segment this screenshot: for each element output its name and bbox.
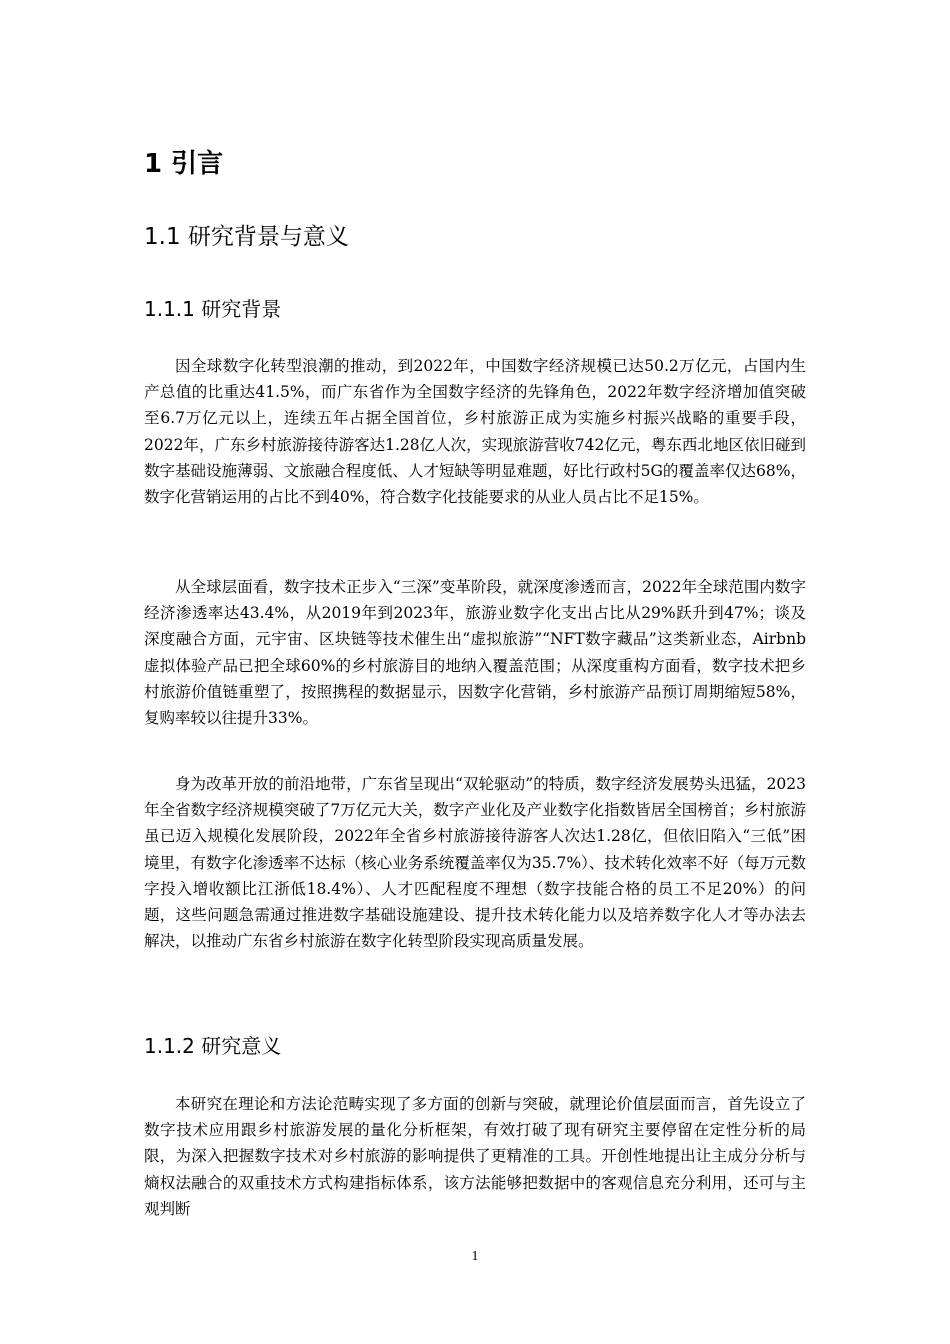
chapter-heading: 1 引言 — [144, 149, 224, 179]
page-number: 1 — [471, 1249, 479, 1264]
background-paragraph-1: 因全球数字化转型浪潮的推动，到2022年，中国数字经济规模已达50.2万亿元，占国内生产总值的比重达41.5%，而广东省作为全国数字经济的先锋角色，2022年数字经济增加值突破至6.7万亿元以上，连续五年占据全国首位，乡村旅游正成为实施乡村振兴战略的重要手段，2022年，广东乡村旅游接待游客达1.28亿人次，实现旅游营收742亿元，粤东西北地区依旧碰到数字基础设施薄弱、文旅融合程度低、人才短缺等明显难题，好比行政村5G的覆盖率仅达68%，数字化营销运用的占比不到40%，符合数字化技能要求的从业人员占比不足15%。 — [144, 357, 806, 507]
background-paragraph-3: 身为改革开放的前沿地带，广东省呈现出“双轮驱动”的特质，数字经济发展势头迅猛，2023年全省数字经济规模突破了7万亿元大关，数字产业化及产业数字化指数皆居全国榜首；乡村旅游虽已迈入规模化发展阶段，2022年全省乡村旅游接待游客人次达1.28亿，但依旧陷入“三低”困境里，有数字化渗透率不达标（核心业务系统覆盖率仅为35.7%）、技术转化效率不好（每万元数字投入增收额比江浙低18.4%）、人才匹配程度不理想（数字技能合格的员工不足20%）的问题，这些问题急需通过推进数字基础设施建设、提升技术转化能力以及培养数字化人才等办法去解决，以推动广东省乡村旅游在数字化转型阶段实现高质量发展。 — [144, 775, 806, 951]
significance-paragraph-1: 本研究在理论和方法论范畴实现了多方面的创新与突破，就理论价值层面而言，首先设立了数字技术应用跟乡村旅游发展的量化分析框架，有效打破了现有研究主要停留在定性分析的局限，为深入把握数字技术对乡村旅游的影响提供了更精准的工具。开创性地提出让主成分分析与熵权法融合的双重技术方式构建指标体系，该方法能够把数据中的客观信息充分利用，还可与主观判断 — [144, 1095, 806, 1218]
section-heading: 1.1 研究背景与意义 — [144, 224, 349, 250]
subsection-heading-significance: 1.1.2 研究意义 — [144, 1034, 282, 1058]
background-paragraph-2: 从全球层面看，数字技术正步入“三深”变革阶段，就深度渗透而言，2022年全球范围内数字经济渗透率达43.4%，从2019年到2023年，旅游业数字化支出占比从29%跃升到47%；谈及深度融合方面，元宇宙、区块链等技术催生出“虚拟旅游”“NFT数字藏品”这类新业态，Airbnb虚拟体验产品已把全球60%的乡村旅游目的地纳入覆盖范围；从深度重构方面看，数字技术把乡村旅游价值链重塑了，按照携程的数据显示，因数字化营销，乡村旅游产品预订周期缩短58%，复购率较以往提升33%。 — [144, 578, 806, 728]
subsection-heading-background: 1.1.1 研究背景 — [144, 297, 282, 321]
